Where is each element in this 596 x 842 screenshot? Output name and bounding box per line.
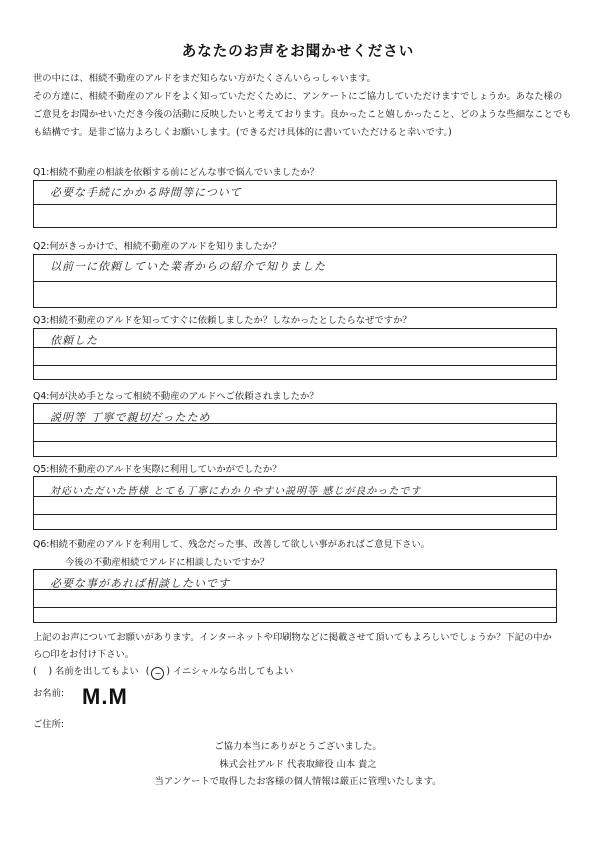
question-1-label: Q1:相続不動産の相談を依頼する前にどんな事で悩んでいましたか？ — [33, 167, 319, 178]
consent-option-name-checkbox[interactable]: ( ) — [33, 666, 53, 677]
question-2-answer: 以前一に依頼していた業者からの紹介で知りました — [50, 260, 326, 273]
answer-line — [34, 365, 556, 366]
question-5-answer-box[interactable] — [33, 476, 557, 530]
question-2-label: Q2:何がきっかけで、相続不動産のアルドを知りましたか？ — [33, 241, 282, 252]
intro-line-2: その方達に、相続不動産のアルドをよく知っていただくために、アンケートにご協力していただけますでしょうか。あなた様の — [33, 91, 563, 102]
consent-text-line-2: ら○印をお付け下さい。 — [33, 649, 135, 660]
question-2-answer-box[interactable] — [33, 254, 557, 308]
answer-line — [34, 281, 556, 282]
consent-text-line-1: 上記のお声についてお願いがあります。インターネットや印刷物などに掲載させて頂いてもよろしいでしょうか？下記の中か — [33, 632, 552, 643]
footer-thanks: ご協力本当にありがとうございました。 — [214, 741, 382, 752]
answer-line — [34, 514, 556, 515]
question-6-label: Q6:相続不動産のアルドを利用して、残念だった事、改善して欲しい事があればご意見下さい。 — [33, 539, 430, 550]
question-3-answer-box[interactable] — [33, 328, 557, 380]
answer-line — [34, 607, 556, 608]
question-5-label: Q5:相続不動産のアルドを実際に利用していかがでしたか？ — [33, 464, 282, 475]
answer-line — [34, 204, 556, 205]
question-6-sublabel: 今後の不動産相続でアルドに相談したいですか？ — [65, 557, 270, 568]
question-5-answer: 対応いただいた皆様 とても丁寧にわかりやすい説明等 感じが良かったです — [50, 486, 422, 497]
question-6-answer-box[interactable] — [33, 569, 557, 623]
consent-options — [33, 663, 293, 680]
consent-option-name-label: 名前を出してもよい — [55, 666, 139, 677]
name-value[interactable]: M.M — [82, 684, 128, 709]
intro-line-4: も結構です。是非ご協力よろしくお願いします。(できるだけ具体的に書いていただけると幸いです。) — [33, 127, 452, 138]
question-3-answer: 依頼した — [50, 334, 98, 347]
answer-line — [34, 441, 556, 442]
footer-company: 株式会社アルド 代表取締役 山本 貴之 — [219, 759, 377, 770]
name-label: お名前: — [33, 688, 65, 699]
intro-line-3: ご意見をお聞かせいただき今後の活動に反映したいと考えております。良かったこと嬉しかったこと、どのような些細なことでも — [33, 109, 572, 120]
consent-option-initial-label: イニシャルなら出してもよい — [172, 666, 294, 677]
footer-privacy: 当アンケートで取得したお客様の個人情報は厳正に管理いたします。 — [154, 776, 442, 787]
selected-circle-icon: − — [151, 667, 164, 680]
question-1-answer-box[interactable] — [33, 180, 557, 228]
intro-line-1: 世の中には、相続不動産のアルドをまだ知らない方がたくさんいらっしゃいます。 — [33, 73, 376, 84]
question-6-answer: 必要な事があれば相談したいです — [50, 577, 230, 590]
question-3-label: Q3:相続不動産のアルドを知ってすぐに依頼しましたか？しなかったとしたらなぜですか？ — [33, 315, 412, 326]
address-label: ご住所: — [33, 719, 65, 730]
consent-option-initial-checkbox[interactable]: ( − ) — [145, 666, 170, 678]
page-title: あなたのお声をお聞かせください — [181, 44, 415, 60]
question-1-answer: 必要な手続にかかる時間等について — [50, 186, 242, 199]
question-4-answer: 説明等 丁寧で親切だったため — [50, 411, 211, 424]
question-4-label: Q4:何が決め手となって相続不動産のアルドへご依頼されましたか？ — [33, 391, 319, 402]
question-4-answer-box[interactable] — [33, 403, 557, 457]
answer-line — [34, 347, 556, 348]
